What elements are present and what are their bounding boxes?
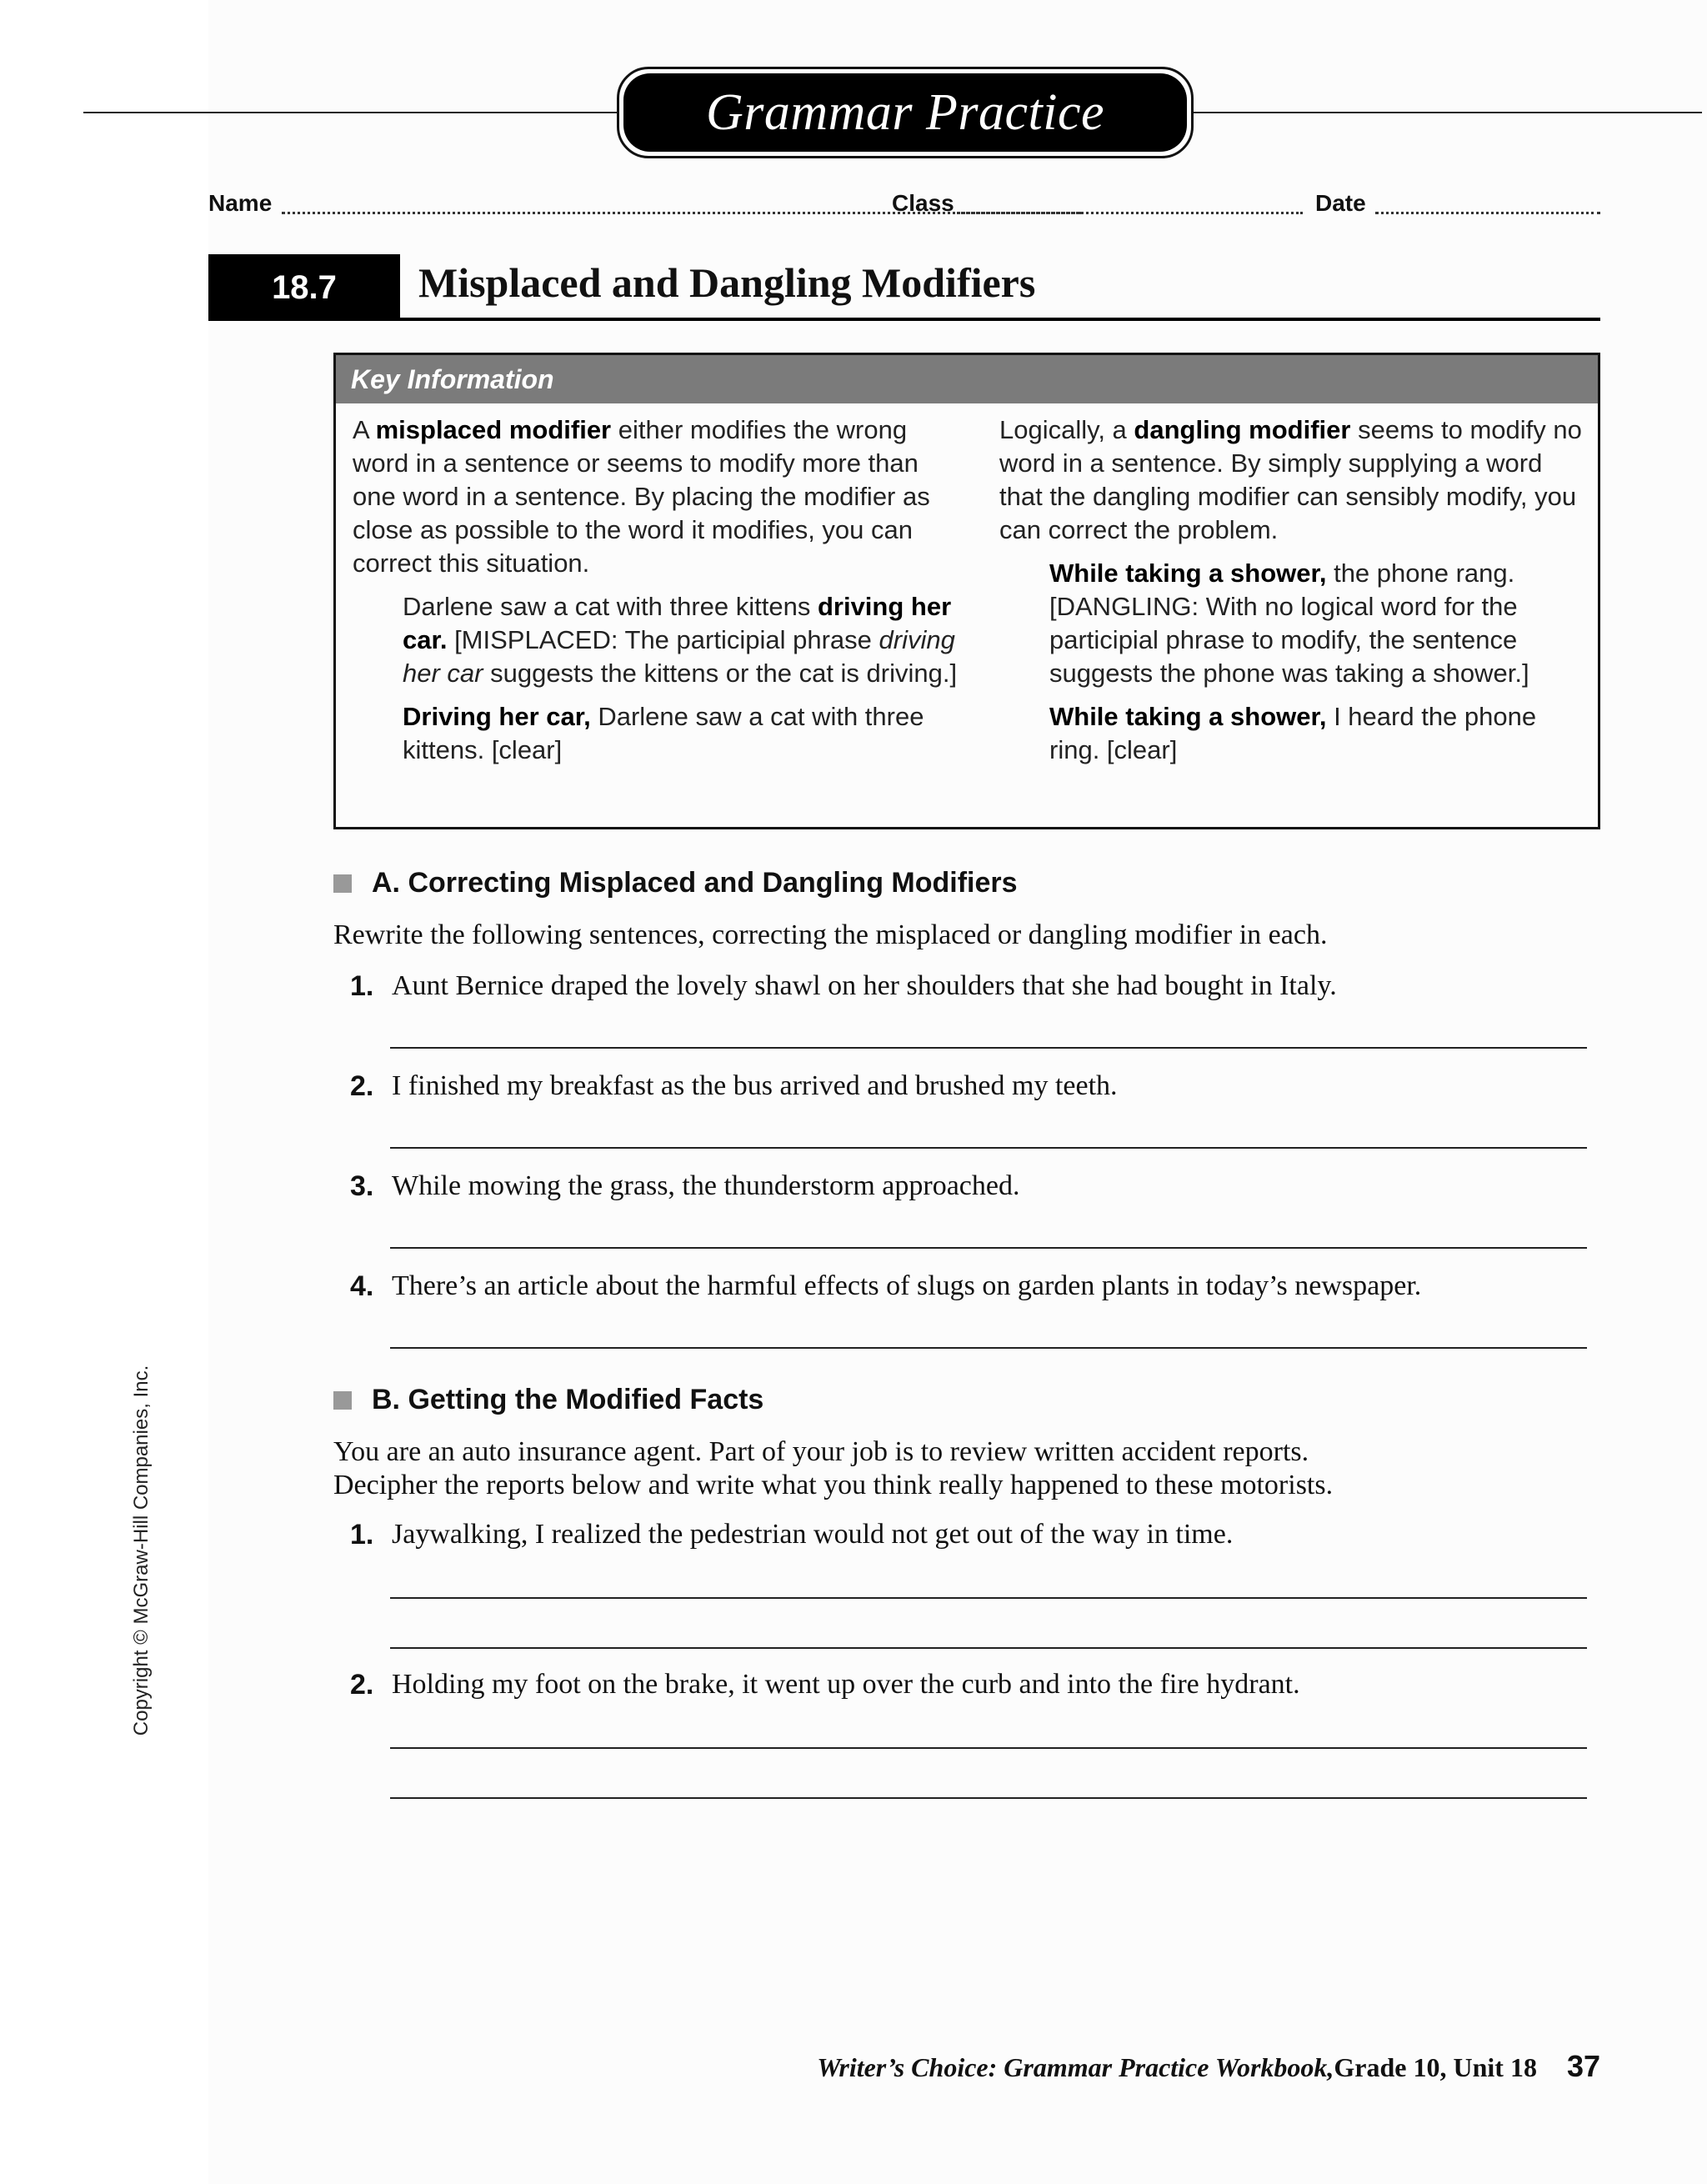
name-label: Name bbox=[208, 190, 273, 216]
page-footer bbox=[817, 2049, 1600, 2084]
date-field[interactable] bbox=[1375, 212, 1600, 214]
section-rule bbox=[400, 318, 1600, 321]
dangling-example: While taking a shower, the phone rang. [DANGLING: With no logical word for the participial phrase to modify, the sentence suggests the phone was taking a shower.] bbox=[1049, 559, 1529, 688]
answer-line[interactable] bbox=[390, 1797, 1587, 1799]
answer-line[interactable] bbox=[390, 1347, 1587, 1349]
key-info-right-column bbox=[999, 413, 1583, 767]
misplaced-definition: A misplaced modifier either modifies the wrong word in a sentence or seems to modify more than one word in a sentence. By placing the modifier as close as possible to the word it modifies, you can correct this situation. bbox=[353, 415, 930, 578]
section-title: Misplaced and Dangling Modifiers bbox=[418, 259, 1036, 306]
date-label: Date bbox=[1315, 190, 1366, 216]
part-a-item-3: 3. While mowing the grass, the thunderstorm approached. bbox=[350, 1170, 1020, 1202]
part-a-item-2: 2. I finished my breakfast as the bus arrived and brushed my teeth. bbox=[350, 1070, 1118, 1102]
answer-line[interactable] bbox=[390, 1247, 1587, 1249]
part-b-instructions-line-2: Decipher the reports below and write what you think really happened to these motorists. bbox=[333, 1470, 1334, 1500]
part-a-heading: A. Correcting Misplaced and Dangling Modifiers bbox=[333, 867, 1018, 899]
dangling-corrected-example: While taking a shower, I heard the phone ring. [clear] bbox=[1049, 702, 1537, 764]
answer-line[interactable] bbox=[390, 1147, 1587, 1149]
key-info-left-column bbox=[353, 413, 961, 767]
part-b-item-1: 1. Jaywalking, I realized the pedestrian would not get out of the way in time. bbox=[350, 1519, 1234, 1550]
part-b-heading: B. Getting the Modified Facts bbox=[333, 1384, 763, 1416]
square-bullet-icon bbox=[333, 874, 352, 893]
name-class-date-row bbox=[208, 190, 1600, 223]
misplaced-corrected-example: Driving her car, Darlene saw a cat with three kittens. [clear] bbox=[403, 702, 924, 764]
part-b-instructions-line-1: You are an auto insurance agent. Part of your job is to review written accident reports. bbox=[333, 1436, 1309, 1467]
answer-line[interactable] bbox=[390, 1597, 1587, 1599]
page-number: 37 bbox=[1566, 2049, 1600, 2083]
copyright-notice: Copyright © McGraw-Hill Companies, Inc. bbox=[130, 1365, 153, 1736]
answer-line[interactable] bbox=[390, 1047, 1587, 1049]
square-bullet-icon bbox=[333, 1391, 352, 1410]
section-number: 18.7 bbox=[208, 254, 400, 321]
part-a-item-4: 4. There’s an article about the harmful effects of slugs on garden plants in today’s newspaper. bbox=[350, 1270, 1422, 1302]
banner-rule-left bbox=[83, 112, 623, 113]
class-field[interactable] bbox=[957, 212, 1303, 214]
banner-rule-right bbox=[1194, 112, 1702, 113]
key-information-box bbox=[333, 353, 1600, 829]
key-information-heading: Key Information bbox=[336, 355, 1598, 403]
footer-grade-unit: Grade 10, Unit 18 bbox=[1334, 2052, 1537, 2082]
answer-line[interactable] bbox=[390, 1747, 1587, 1749]
dangling-definition: Logically, a dangling modifier seems to modify no word in a sentence. By simply supplying a word that the dangling modifier can sensibly modify, you can correct the problem. bbox=[999, 415, 1582, 544]
part-b-item-2: 2. Holding my foot on the brake, it went up over the curb and into the fire hydrant. bbox=[350, 1669, 1300, 1701]
banner-title: Grammar Practice bbox=[623, 73, 1187, 152]
part-a-item-1: 1. Aunt Bernice draped the lovely shawl on her shoulders that she had bought in Italy. bbox=[350, 970, 1337, 1002]
misplaced-example: Darlene saw a cat with three kittens driving her car. [MISPLACED: The participial phrase driving her car suggests the kittens or the cat is driving.] bbox=[403, 592, 958, 688]
answer-line[interactable] bbox=[390, 1647, 1587, 1649]
part-a-instructions: Rewrite the following sentences, correcting the misplaced or dangling modifier in each. bbox=[333, 919, 1328, 950]
class-label: Class bbox=[892, 190, 954, 216]
footer-book-title: Writer’s Choice: Grammar Practice Workbook, bbox=[817, 2052, 1334, 2082]
